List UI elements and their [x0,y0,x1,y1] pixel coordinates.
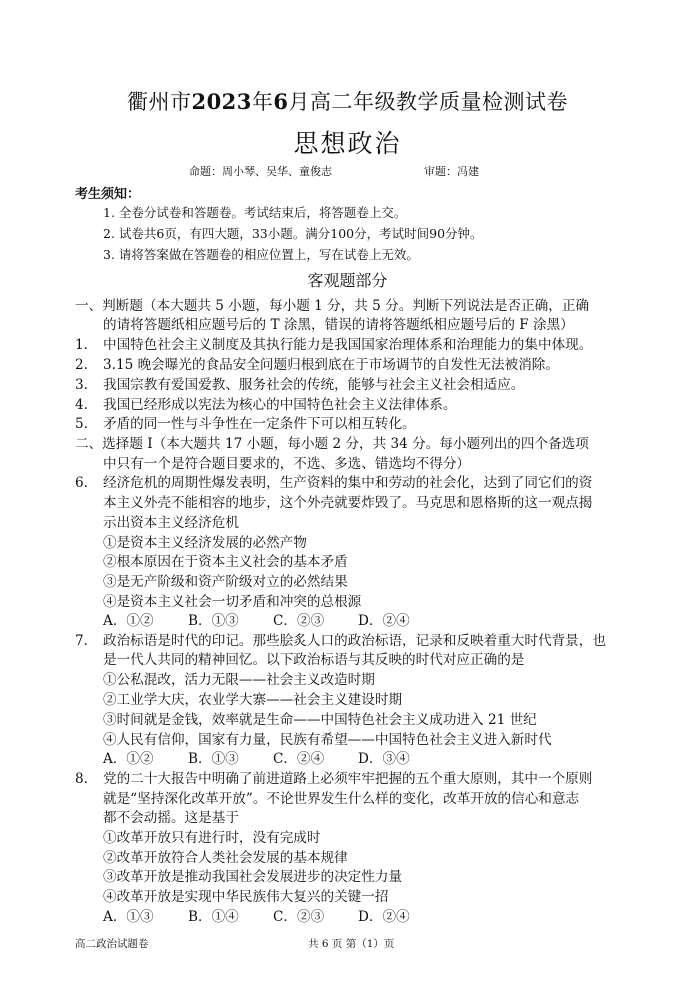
question-stem: 是一代人共同的精神回忆。以下政治标语与其反映的时代对应正确的是 [103,652,525,668]
option-b: B．①④ [188,909,239,925]
judgement-item: 我国宗教有爱国爱教、服务社会的传统，能够与社会主义社会相适应。 [103,377,525,393]
judgement-item: 3.15 晚会曝光的食品安全问题归根到底在于市场调节的自发性无法被消除。 [103,357,559,373]
footer-page-indicator: 共 6 页 第（1）页 [308,938,395,950]
option-c: C．②③ [273,909,325,925]
option-a: A．①② [103,751,154,767]
question-stem: 就是“坚持深化改革开放”。不论世界发生什么样的变化，改革开放的信心和意志 [103,791,580,807]
statement: ③改革开放是推动我国社会发展进步的决定性力量 [103,869,403,885]
option-d: D．②④ [358,909,410,925]
judgement-item: 中国特色社会主义制度及其执行能力是我国国家治理体系和治理能力的集中体现。 [103,337,593,353]
part1-heading: 一、判断题（本大题共 5 小题，每小题 1 分，共 5 分。判断下列说法是否正确，正确 [75,298,590,314]
option-d: D．③④ [358,751,410,767]
authors: 命题：周小琴、吴华、童俊志 [189,165,332,178]
question-stem: 示出资本主义经济危机 [103,515,239,531]
question-stem: 党的二十大报告中明确了前进道路上必须牢牢把握的五个重大原则，其中一个原则 [103,771,593,787]
statement: ②改革开放符合人类社会发展的基本规律 [103,850,348,866]
statement: ④是资本主义社会一切矛盾和冲突的总根源 [103,594,362,610]
option-c: C．②③ [273,613,325,629]
statement: ③时间就是金钱，效率就是生命——中国特色社会主义成功进入 21 世纪 [103,712,537,728]
question-number: 1. [75,337,88,353]
question-stem: 政治标语是时代的印记。那些脍炙人口的政治标语，记录和反映着重大时代背景，也 [103,633,606,649]
question-number: 2. [75,357,88,373]
statement: ②工业学大庆，农业学大寨——社会主义建设时期 [103,692,403,708]
option-d: D．②④ [358,613,410,629]
question-number: 6. [75,475,88,491]
notice-item: 2. 试卷共6页，有四大题，33小题。满分100分，考试时间90分钟。 [103,226,483,241]
notice-item: 3. 请将答案做在答题卷的相应位置上，写在试卷上无效。 [103,247,419,262]
question-number: 5. [75,416,88,432]
statement: ④人民有信仰，国家有力量，民族有希望——中国特色社会主义进入新时代 [103,732,552,748]
statement: ③是无产阶级和资产阶级对立的必然结果 [103,574,348,590]
option-a: A．①③ [103,909,154,925]
option-a: A．①② [103,613,154,629]
question-number: 4. [75,397,88,413]
subject-title: 思想政治 [293,129,402,158]
option-b: B．①③ [188,613,239,629]
question-stem: 本主义外壳不能相容的地步，这个外壳就要炸毁了。马克思和恩格斯的这一观点揭 [103,495,593,511]
statement: ①公私混改，活力无限——社会主义改造时期 [103,672,375,688]
reviewer: 审题：冯建 [424,165,479,178]
part1-heading-cont: 的请将答题纸相应题号后的 T 涂黑，错误的请将答题纸相应题号后的 F 涂黑） [103,317,574,333]
question-stem: 经济危机的周期性爆发表明，生产资料的集中和劳动的社会化，达到了同它们的资 [103,475,593,491]
statement: ④改革开放是实现中华民族伟大复兴的关键一招 [103,889,389,905]
option-b: B．①③ [188,751,239,767]
judgement-item: 矛盾的同一性与斗争性在一定条件下可以相互转化。 [103,416,416,432]
statement: ①是资本主义经济发展的必然产物 [103,535,307,551]
part2-heading: 二、选择题 I（本大题共 17 小题，每小题 2 分，共 34 分。每小题列出的四个备选项 [75,436,589,452]
statement: ②根本原因在于资本主义社会的基本矛盾 [103,554,348,570]
section-title: 客观题部分 [307,271,388,290]
option-c: C．②④ [273,751,325,767]
exam-title: 衢州市2023年6月高二年级教学质量检测试卷 [126,89,569,114]
notice-heading: 考生须知： [75,187,141,202]
footer-left: 高二政治试题卷 [75,938,149,950]
judgement-item: 我国已经形成以宪法为核心的中国特色社会主义法律体系。 [103,397,457,413]
question-number: 3. [75,377,88,393]
notice-item: 1. 全卷分试卷和答题卷。考试结束后，将答题卷上交。 [103,205,407,220]
question-stem: 都不会动摇。这是基于 [103,810,239,826]
question-number: 8. [75,771,88,787]
question-number: 7. [75,633,88,649]
statement: ①改革开放只有进行时，没有完成时 [103,830,321,846]
part2-heading-cont: 中只有一个是符合题目要求的，不选、多选、错选均不得分） [103,456,471,472]
